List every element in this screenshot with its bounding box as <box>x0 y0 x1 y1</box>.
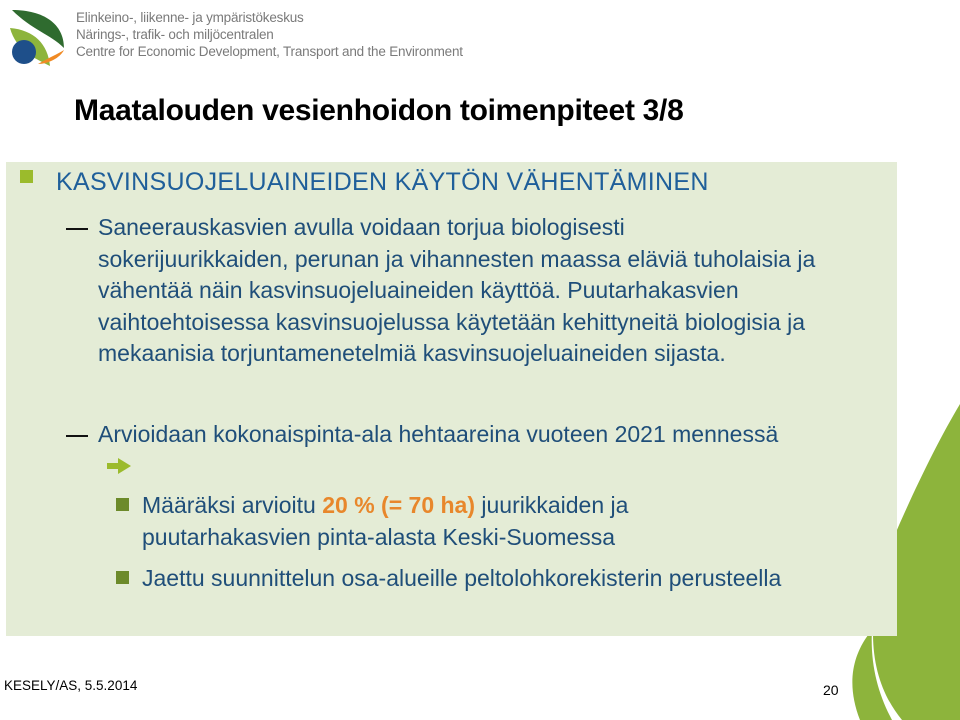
arrow-right-icon <box>106 457 132 475</box>
sub-item-prefix: Määräksi arvioitu <box>142 492 323 518</box>
dash-bullet-icon <box>66 435 88 437</box>
footer-source: KESELY/AS, 5.5.2014 <box>4 678 138 693</box>
section-heading-text: KASVINSUOJELUAINEIDEN KÄYTÖN VÄHENTÄMINEN <box>56 168 709 196</box>
section-heading <box>20 168 709 196</box>
organization-name <box>76 9 463 60</box>
list-item-text-content: Arvioidaan kokonaispinta-ala hehtaareina vuoteen 2021 mennessä <box>98 421 779 447</box>
list-item-text: Saneerauskasvien avulla voidaan torjua biologisesti sokerijuurikkaiden, perunan ja vihannesten maassa eläviä tuholaisia ja vähentää näin kasvinsuojeluaineiden käyttöä. Puutarhakasvien vaihtoehtoisessa kasvinsuojelussa käytetään kehittyneitä biologisia ja mekaanisia torjuntamenetelmiä kasvinsuojeluaineiden sijasta. <box>98 214 816 366</box>
square-bullet-icon <box>20 170 33 183</box>
org-name-fi: Elinkeino-, liikenne- ja ympäristökeskus <box>76 10 304 25</box>
org-name-en: Centre for Economic Development, Transport and the Environment <box>76 44 463 59</box>
ely-logo-icon <box>4 6 66 68</box>
list-item-text <box>98 419 798 482</box>
square-bullet-icon <box>116 498 129 511</box>
slide-title: Maatalouden vesienhoidon toimenpiteet 3/8 <box>74 94 684 127</box>
org-name-sv: Närings-, trafik- och miljöcentralen <box>76 27 274 42</box>
sub-list-item-text <box>142 489 802 553</box>
highlighted-value: 20 % (= 70 ha) <box>322 492 476 518</box>
square-bullet-icon <box>116 571 129 584</box>
sub-list-item-text: Jaettu suunnittelun osa-alueille peltolohkorekisterin perusteella <box>142 565 782 591</box>
sub-item-suffix: juurikkaiden ja puutarhakasvien pinta-alasta Keski-Suomessa <box>142 492 629 550</box>
page-number: 20 <box>823 682 839 698</box>
dash-bullet-icon <box>66 228 88 230</box>
